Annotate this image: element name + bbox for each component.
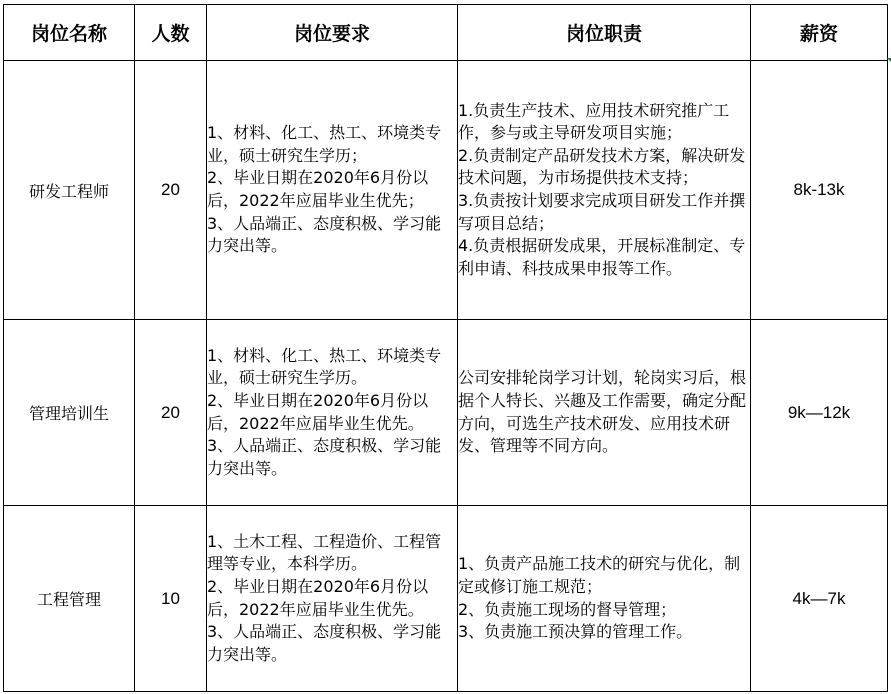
header-requirements: 岗位要求 [207,5,458,61]
header-row [4,5,888,61]
requirement-line: 1、材料、化工、热工、环境类专业，硕士研究生学历。 [207,345,442,388]
table-row [4,506,888,692]
cell-count: 10 [135,506,207,692]
header-count: 人数 [135,5,207,61]
cell-position: 管理培训生 [4,320,135,506]
cell-corner-marker [887,58,891,62]
cell-position: 工程管理 [4,506,135,692]
duty-line: 2.负责制定产品研发技术方案，解决研发技术问题，为市场提供技术支持； [458,145,746,188]
cell-duties [458,506,751,692]
requirement-line: 2、毕业日期在2020年6月份以后，2022年应届毕业生优先； [207,168,429,210]
duty-line: 1、负责产品施工技术的研究与优化，制定或修订施工规范； [458,554,741,596]
duty-line: 3、负责施工预决算的管理工作。 [458,622,693,642]
header-salary: 薪资 [751,5,888,61]
requirement-line: 3、人品端正、态度积极、学习能力突出等。 [207,436,442,478]
cell-duties [458,61,751,320]
cell-requirements [207,61,458,320]
cell-count: 20 [135,61,207,320]
requirement-line: 1、材料、化工、热工、环境类专业，硕士研究生学历； [207,123,442,165]
table-row [4,61,888,320]
duty-line: 3.负责按计划要求完成项目研发工作并撰写项目总结； [458,191,746,233]
duty-line: 2、负责施工现场的督导管理； [458,599,677,619]
job-table [3,4,888,692]
cell-count: 20 [135,320,207,506]
cell-requirements [207,506,458,692]
cell-duties [458,320,751,506]
requirement-line: 2、毕业日期在2020年6月份以后，2022年应届毕业生优先。 [207,390,429,433]
cell-position: 研发工程师 [4,61,135,320]
table-row [4,320,888,506]
cell-salary: 9k—12k [751,320,888,506]
requirement-line: 3、人品端正、态度积极、学习能力突出等。 [207,622,442,664]
duty-line: 1.负责生产技术、应用技术研究推广工作，参与或主导研发项目实施； [458,100,730,143]
duty-line: 公司安排轮岗学习计划，轮岗实习后，根据个人特长、兴趣及工作需要，确定分配方向，可选生产技术研发、应用技术研发、管理等不同方向。 [458,368,747,456]
requirement-line: 2、毕业日期在2020年6月份以后，2022年应届毕业生优先。 [207,576,429,619]
header-duties: 岗位职责 [458,5,751,61]
cell-requirements [207,320,458,506]
header-position: 岗位名称 [4,5,135,61]
cell-salary: 4k—7k [751,506,888,692]
requirement-line: 3、人品端正、态度积极、学习能力突出等。 [207,213,442,256]
requirement-line: 1、土木工程、工程造价、工程管理等专业，本科学历。 [207,531,442,574]
duty-line: 4.负责根据研发成果，开展标准制定、专利申请、科技成果申报等工作。 [458,236,746,278]
cell-salary: 8k-13k [751,61,888,320]
